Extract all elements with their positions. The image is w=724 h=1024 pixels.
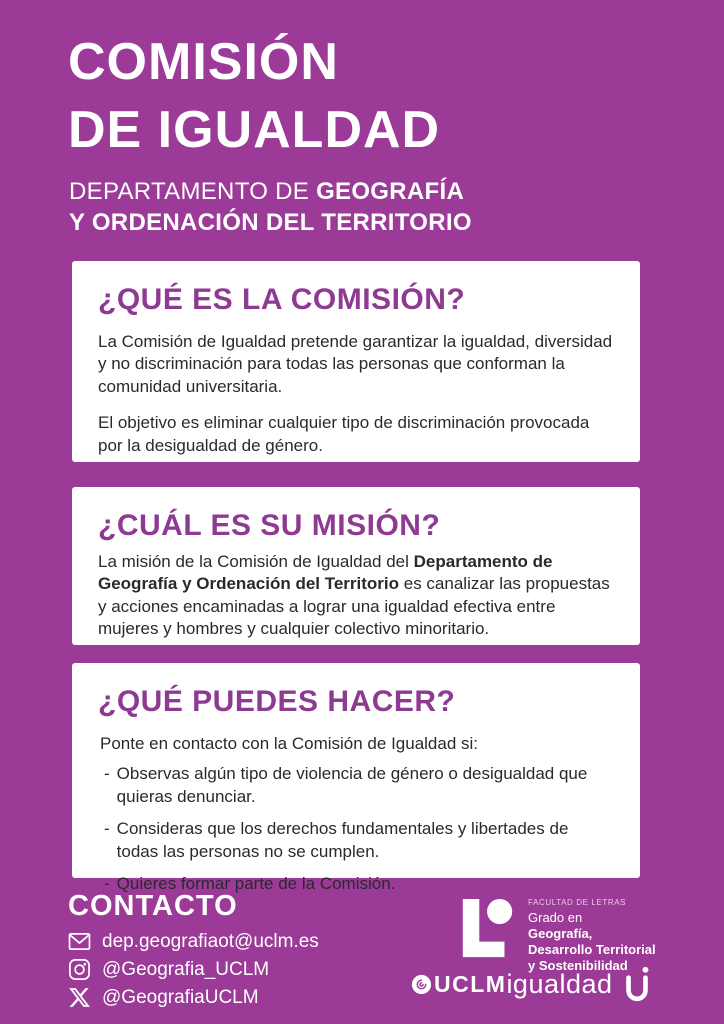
mission-text-before: La misión de la Comisión de Igualdad del (98, 552, 414, 571)
twitter-handle: @GeografiaUCLM (102, 986, 259, 1008)
email-text: dep.geografiaot@uclm.es (102, 930, 319, 952)
instagram-icon (68, 958, 91, 981)
title-line-2: DE IGUALDAD (68, 101, 441, 159)
contact-list (68, 930, 319, 1009)
action-list (98, 763, 614, 895)
bullet-dash: - (104, 764, 110, 784)
subtitle-prefix: DEPARTAMENTO DE (69, 178, 317, 205)
list-item (104, 763, 614, 808)
degree-text-block (528, 897, 656, 974)
card-que-puedes-hacer (72, 663, 640, 894)
u-accent-icon (622, 966, 652, 1002)
list-item-text: Consideras que los derechos fundamentales y libertades de todas las personas no se cumplen. (116, 819, 569, 861)
card-what-title: ¿QUÉ ES LA COMISIÓN? (98, 283, 466, 316)
page-title (68, 28, 440, 164)
card-what-paragraph-1: La Comisión de Igualdad pretende garantizar la igualdad, diversidad y no discriminación para todas las personas que conforman la comunidad universitaria. (98, 332, 613, 396)
bullet-dash: - (104, 819, 110, 839)
degree-logo (457, 897, 656, 974)
degree-line-2: Geografía, (528, 926, 593, 941)
x-twitter-icon (68, 986, 91, 1009)
list-item-text: Observas algún tipo de violencia de género o desigualdad que quieras denunciar. (116, 764, 588, 806)
mission-text-bold: Departamento de Geografía y Ordenación del Territorio (98, 552, 553, 594)
mission-text-after: es canalizar las propuestas y acciones encaminadas a lograr una igualdad efectiva entre mujeres y hombres y cualquier colectivo minoritario. (98, 574, 610, 639)
degree-line-4: y Sostenibilidad (528, 958, 628, 973)
degree-line-1: Grado en (528, 910, 583, 925)
uclm-igualdad-logo (411, 966, 652, 1002)
card-que-es-la-comision (72, 261, 640, 462)
igualdad-wordmark: igualdad (506, 968, 613, 999)
contact-title: CONTACTO (68, 890, 238, 922)
envelope-icon (68, 930, 91, 953)
degree-line-3: Desarrollo Territorial (528, 942, 656, 957)
email-row[interactable] (68, 930, 319, 953)
uclm-wordmark: UCLM (434, 970, 507, 997)
list-item (104, 818, 614, 863)
instagram-handle: @Geografia_UCLM (102, 958, 270, 980)
uclm-circle-icon (411, 974, 432, 995)
letras-lo-logo-icon (457, 897, 519, 959)
subtitle-line-1 (69, 176, 472, 207)
card-action-intro: Ponte en contacto con la Comisión de Igualdad si: (100, 734, 479, 753)
card-mission-title: ¿CUÁL ES SU MISIÓN? (98, 509, 441, 542)
twitter-row[interactable] (68, 986, 319, 1009)
faculty-label: FACULTAD DE LETRAS (528, 898, 627, 907)
subtitle-line-2: Y ORDENACIÓN DEL TERRITORIO (69, 209, 472, 236)
card-action-title: ¿QUÉ PUEDES HACER? (98, 685, 456, 718)
title-line-1: COMISIÓN (68, 33, 339, 91)
card-mission-paragraph (98, 551, 614, 641)
subtitle-geografia: GEOGRAFÍA (316, 178, 465, 205)
instagram-row[interactable] (68, 958, 319, 981)
page-subtitle (69, 176, 472, 238)
list-item-text: Quieres formar parte de la Comisión. (116, 874, 396, 894)
bullet-dash: - (104, 874, 110, 894)
card-what-paragraph-2: El objetivo es eliminar cualquier tipo de discriminación provocada por la desigualdad de género. (98, 413, 590, 455)
card-cual-es-su-mision (72, 487, 640, 645)
